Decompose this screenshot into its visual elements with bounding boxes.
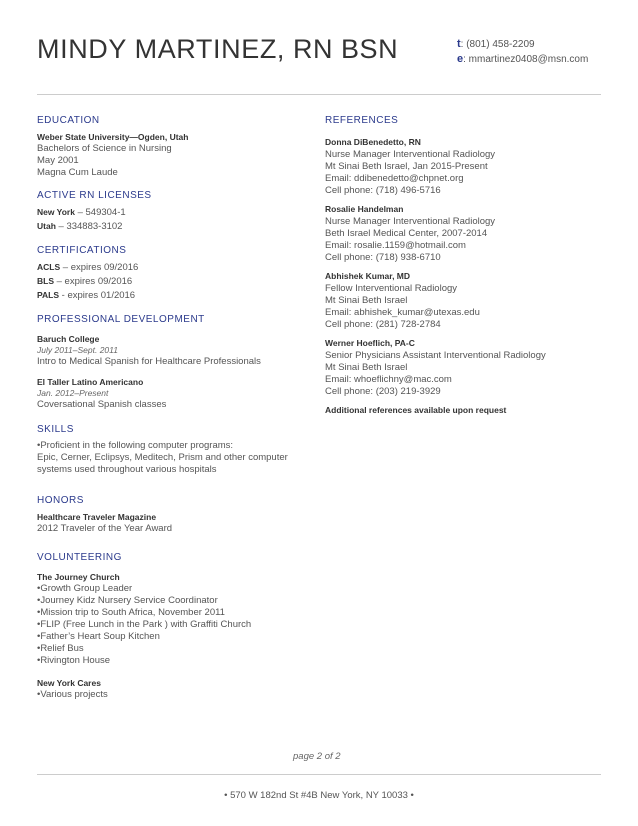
reference-line: Email: ddibenedetto@chpnet.org <box>325 173 464 184</box>
phone-value: : (801) 458-2209 <box>460 39 535 50</box>
volunteer-item: •Rivington House <box>37 655 111 666</box>
volunteer-org: New York Cares <box>37 678 101 688</box>
volunteering-heading: VOLUNTEERING <box>37 552 122 563</box>
skills-line: Epic, Cerner, Eclipsys, Meditech, Prism and other computer <box>37 452 288 463</box>
reference-line: Nurse Manager Interventional Radiology <box>325 216 496 227</box>
reference-line: Mt Sinai Beth Israel <box>325 362 408 373</box>
skills-line: systems used throughout various hospitals <box>37 464 217 475</box>
reference-line: Senior Physicians Assistant Interventional Radiology <box>325 350 546 361</box>
right-column <box>325 114 595 416</box>
reference-line: Cell phone: (281) 728-2784 <box>325 319 441 330</box>
license-state: New York <box>37 207 75 217</box>
email-value: : mmartinez0408@msn.com <box>463 54 589 65</box>
name-text: MINDY MARTINEZ, <box>37 34 286 64</box>
prof-dev-course: Intro to Medical Spanish for Healthcare Professionals <box>37 356 261 367</box>
reference-line: Mt Sinai Beth Israel, Jan 2015-Present <box>325 161 488 172</box>
reference-name: Werner Hoeflich, PA-C <box>325 338 415 348</box>
reference-line: Email: abhishek_kumar@utexas.edu <box>325 307 480 318</box>
certifications-heading: CERTIFICATIONS <box>37 245 127 256</box>
reference-name: Donna DiBenedetto, RN <box>325 137 421 147</box>
cert-item <box>37 261 322 275</box>
phone-label: t <box>457 38 461 50</box>
reference-line: Mt Sinai Beth Israel <box>325 295 408 306</box>
cert-name: PALS <box>37 290 60 300</box>
cert-detail: – expires 09/2016 <box>60 262 139 273</box>
licenses-heading: ACTIVE RN LICENSES <box>37 190 152 201</box>
reference-line: Cell phone: (203) 219-3929 <box>325 386 441 397</box>
reference-entry <box>325 337 595 398</box>
prof-dev-course: Coversational Spanish classes <box>37 399 167 410</box>
reference-entry <box>325 270 595 331</box>
volunteer-item: •Mission trip to South Africa, November 2011 <box>37 607 225 618</box>
resume-name <box>37 34 398 65</box>
volunteer-org: The Journey Church <box>37 572 120 582</box>
references-heading: REFERENCES <box>325 115 399 126</box>
education-school: Weber State University—Ogden, Utah <box>37 132 189 142</box>
cert-item <box>37 275 322 289</box>
volunteer-item: •Relief Bus <box>37 643 84 654</box>
prof-dev-org: Baruch College <box>37 334 100 344</box>
honors-heading: HONORS <box>37 495 84 506</box>
skills-line: •Proficient in the following computer programs: <box>37 440 234 451</box>
reference-entry <box>325 203 595 264</box>
education-date: May 2001 <box>37 155 79 166</box>
cert-detail: - expires 01/2016 <box>59 290 136 301</box>
license-item <box>37 206 322 220</box>
reference-name: Abhishek Kumar, MD <box>325 271 411 281</box>
footer-divider <box>37 774 601 775</box>
prof-dev-date: July 2011–Sept. 2011 <box>37 345 118 355</box>
honors-award: 2012 Traveler of the Year Award <box>37 523 173 534</box>
license-number: – 549304-1 <box>74 207 126 218</box>
credentials-text: RN BSN <box>293 34 399 64</box>
cert-item <box>37 289 322 303</box>
volunteer-item: •FLIP (Free Lunch in the Park ) with Graffiti Church <box>37 619 252 630</box>
header-divider <box>37 94 601 95</box>
prof-dev-date: Jan. 2012–Present <box>37 388 109 398</box>
volunteer-item: •Various projects <box>37 689 108 700</box>
footer-address: • 570 W 182nd St #4B New York, NY 10033 • <box>224 790 414 801</box>
cert-name: ACLS <box>37 262 61 272</box>
email-line <box>457 52 588 67</box>
email-label: e <box>457 53 464 65</box>
reference-line: Cell phone: (718) 496-5716 <box>325 185 441 196</box>
volunteer-item: •Father’s Heart Soup Kitchen <box>37 631 160 642</box>
honors-org: Healthcare Traveler Magazine <box>37 512 157 522</box>
license-item <box>37 220 322 234</box>
reference-line: Email: whoeflichny@mac.com <box>325 374 452 385</box>
reference-name: Rosalie Handelman <box>325 204 404 214</box>
reference-line: Beth Israel Medical Center, 2007-2014 <box>325 228 488 239</box>
references-note: Additional references available upon request <box>325 405 507 415</box>
prof-dev-heading: PROFESSIONAL DEVELOPMENT <box>37 314 205 325</box>
volunteer-item: •Growth Group Leader <box>37 583 133 594</box>
left-column <box>37 114 322 701</box>
education-degree: Bachelors of Science in Nursing <box>37 143 172 154</box>
cert-detail: – expires 09/2016 <box>54 276 133 287</box>
license-number: – 334883-3102 <box>55 221 123 232</box>
reference-line: Fellow Interventional Radiology <box>325 283 458 294</box>
page-number: page 2 of 2 <box>293 751 341 762</box>
reference-line: Cell phone: (718) 938-6710 <box>325 252 441 263</box>
reference-line: Nurse Manager Interventional Radiology <box>325 149 496 160</box>
reference-line: Email: rosalie.1159@hotmail.com <box>325 240 466 251</box>
phone-line <box>457 37 588 52</box>
contact-block <box>457 37 588 67</box>
reference-entry <box>325 136 595 197</box>
license-state: Utah <box>37 221 56 231</box>
education-heading: EDUCATION <box>37 115 100 126</box>
skills-heading: SKILLS <box>37 424 74 435</box>
cert-name: BLS <box>37 276 54 286</box>
volunteer-item: •Journey Kidz Nursery Service Coordinator <box>37 595 218 606</box>
prof-dev-org: El Taller Latino Americano <box>37 377 144 387</box>
education-honor: Magna Cum Laude <box>37 167 118 178</box>
